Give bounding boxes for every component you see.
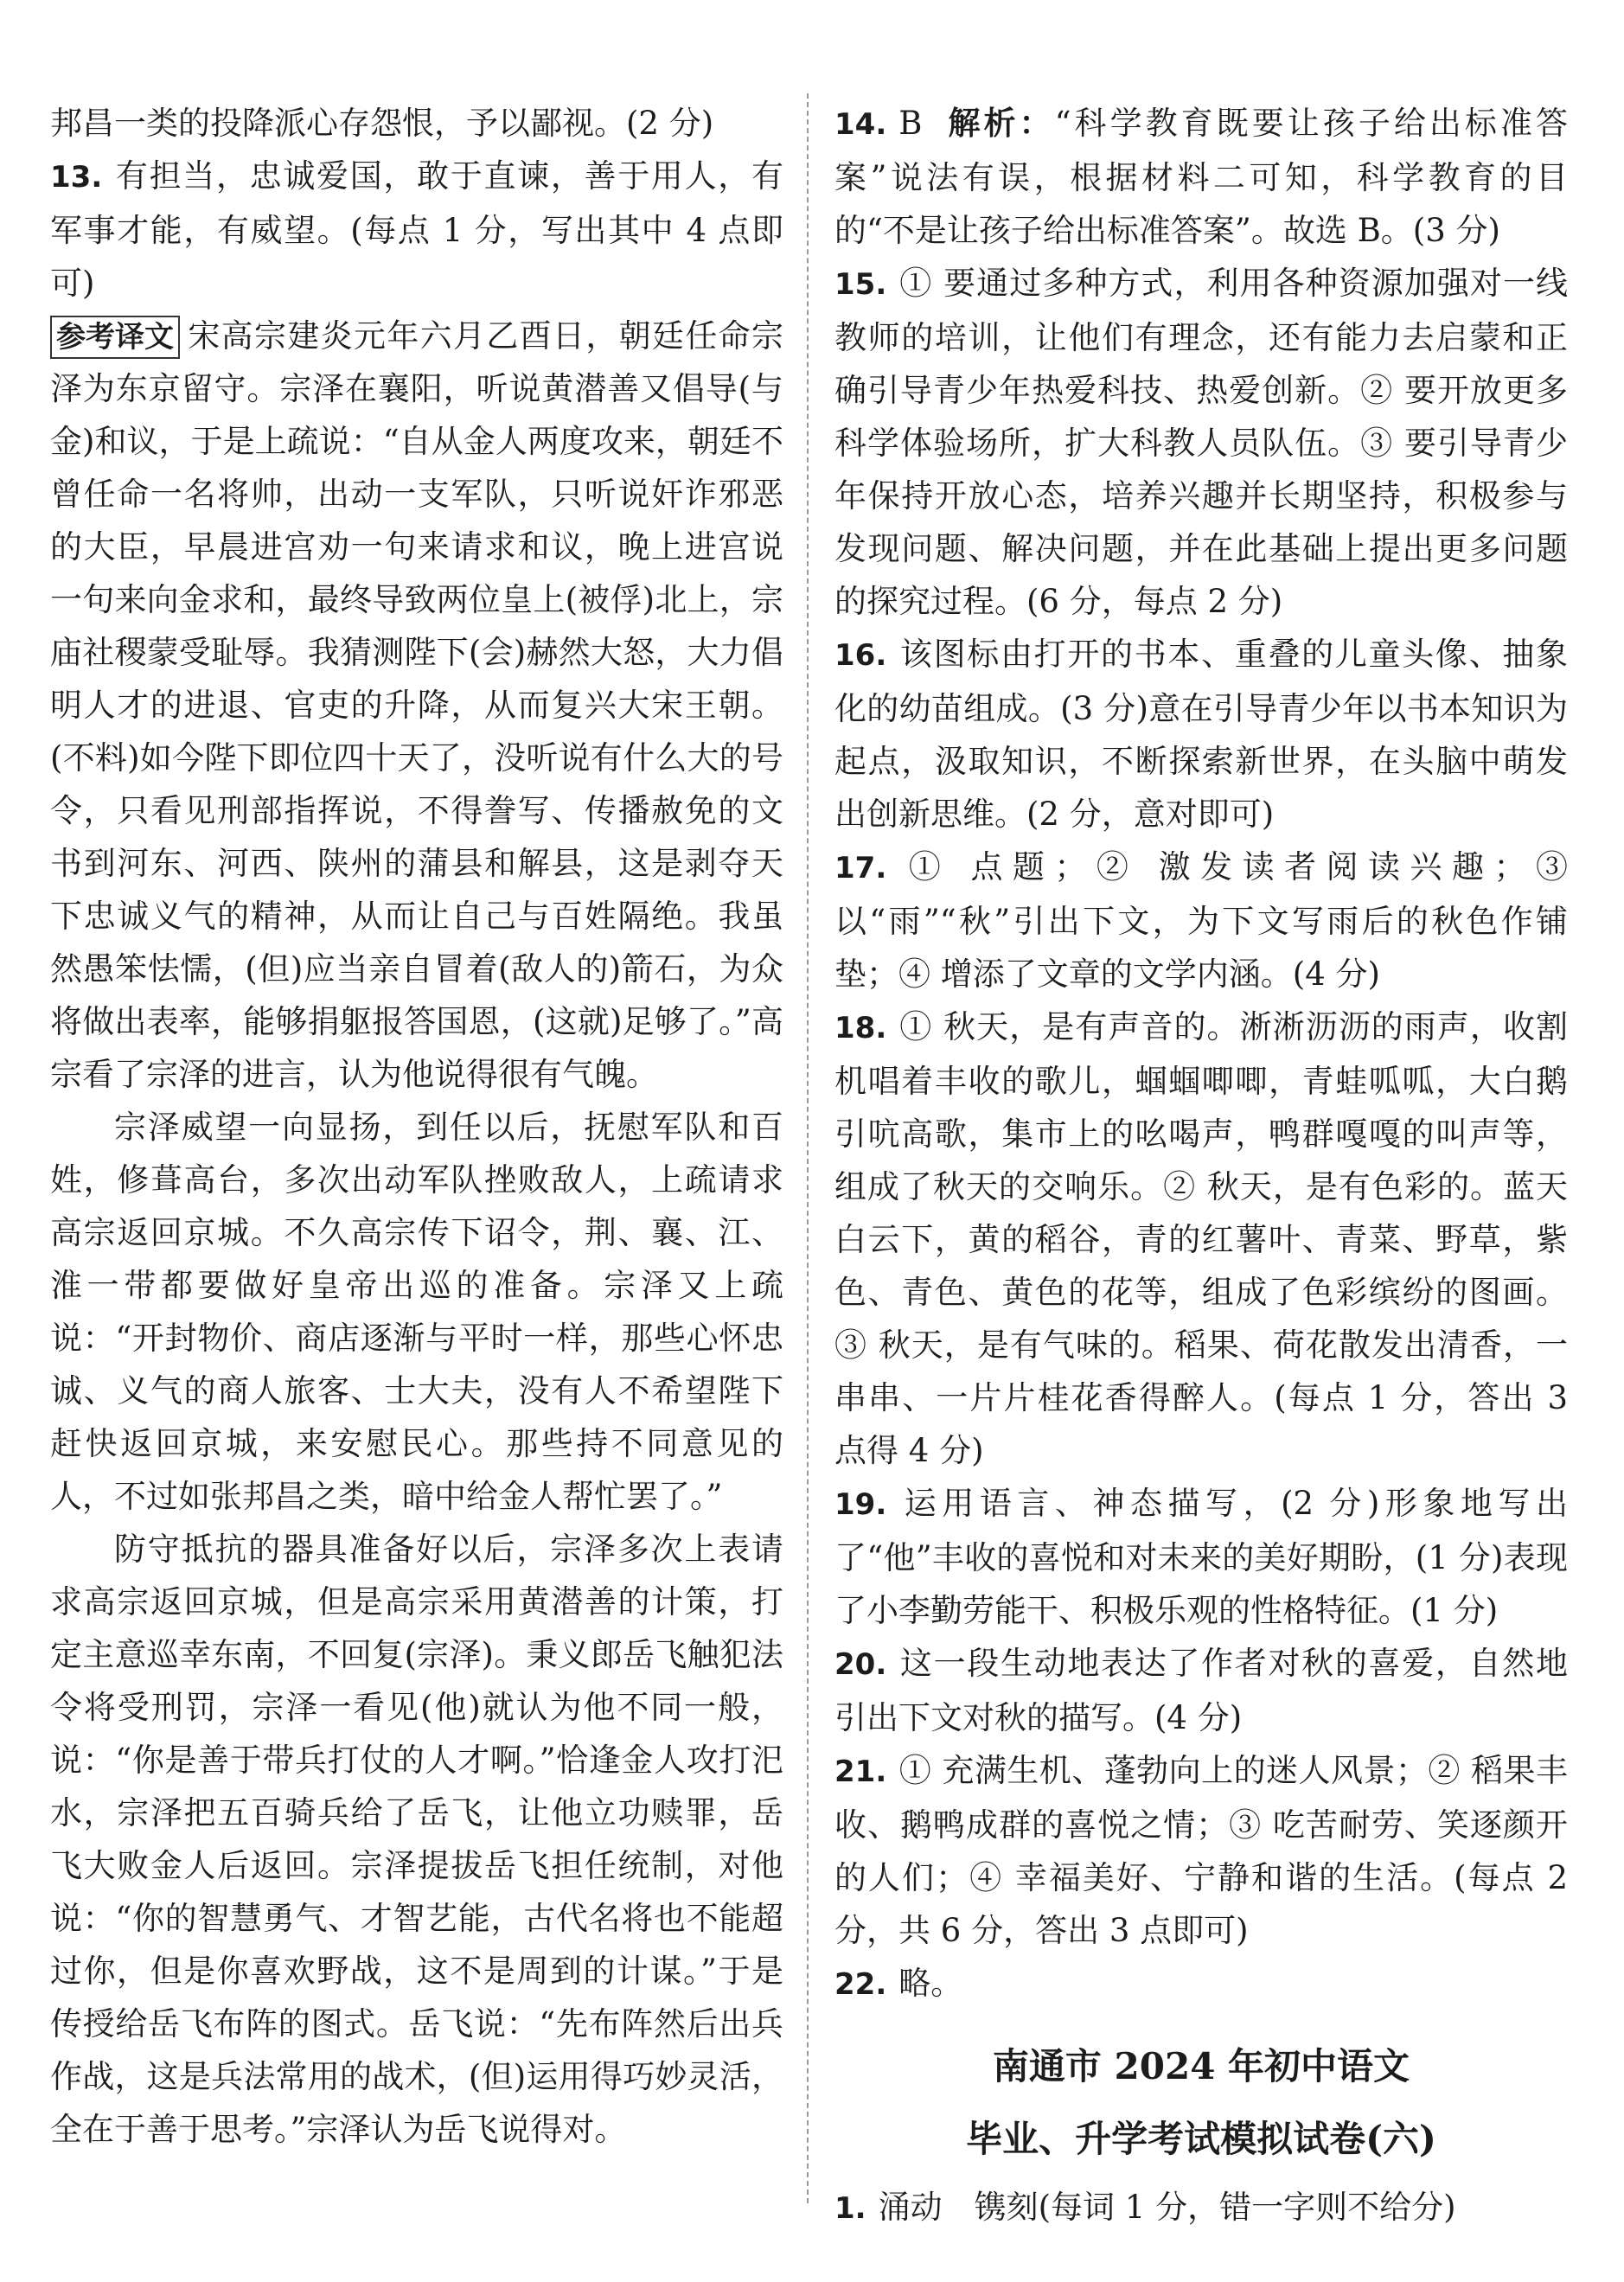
question-number: 20.: [834, 1647, 887, 1682]
answer-20: [834, 1637, 1568, 1744]
answer-text: ① 点题；② 激发读者阅读兴趣；③ 以“雨”“秋”引出下文，为下文写雨后的秋色作铺垫；④ 增添了文章的文学内涵。(4 分): [834, 848, 1568, 993]
column-divider: [807, 93, 809, 2203]
answer-text: 这一段生动地表达了作者对秋的喜爱，自然地引出下文对秋的描写。(4 分): [834, 1645, 1568, 1736]
question-number: 19.: [834, 1487, 887, 1522]
question-number: 17.: [834, 851, 887, 885]
answer-text: ① 要通过多种方式，利用各种资源加强对一线教师的培训，让他们有理念，还有能力去启蒙和正确引导青少年热爱科技、热爱创新。② 要开放更多科学体验场所，扩大科教人员队伍。③ 要引导青少年保持开放心态，培养兴趣并长期坚持，积极参与发现问题、解决问题，并在此基础上提出更多问题的探究过程。(6 分，每点 2 分): [834, 265, 1568, 620]
exam-title-line-2: 毕业、升学考试模拟试卷(六): [966, 2118, 1436, 2160]
answer-text: ① 充满生机、蓬勃向上的迷人风景；② 稻果丰收、鹅鸭成群的喜悦之情；③ 吃苦耐劳、笑逐颜开的人们；④ 幸福美好、宁静和谐的生活。(每点 2 分，共 6 分，答出 3 点即可): [834, 1752, 1568, 1949]
reference-translation-paragraph-3: 防守抵抗的器具准备好以后，宗泽多次上表请求高宗返回京城，但是高宗采用黄潜善的计策，打定主意巡幸东南，不回复(宗泽)。秉义郎岳飞触犯法令将受刑罚，宗泽一看见(他)就认为他不同一般，说：“你是善于带兵打仗的人才啊。”恰逢金人攻打汜水，宗泽把五百骑兵给了岳飞，让他立功赎罪，岳飞大败金人后返回。宗泽提拔岳飞担任统制，对他说：“你的智慧勇气、才智艺能，古代名将也不能超过你，但是你喜欢野战，这不是周到的计谋。”于是传授给岳飞布阵的图式。岳飞说：“先布阵然后出兵作战，这是兵法常用的战术，(但)运用得巧妙灵活，全在于善于思考。”宗泽认为岳飞说得对。: [50, 1531, 783, 2148]
answer-text: 略。: [898, 1965, 963, 2002]
reference-translation-paragraph-2: 宗泽威望一向显扬，到任以后，抚慰军队和百姓，修葺高台，多次出动军队挫败敌人，上疏请求高宗返回京城。不久高宗传下诏令，荆、襄、江、淮一带都要做好皇帝出巡的准备。宗泽又上疏说：“开封物价、商店逐渐与平时一样，那些心怀忠诚、义气的商人旅客、士大夫，没有人不希望陛下赶快返回京城，来安慰民心。那些持不同意见的人，不过如张邦昌之类，暗中给金人帮忙罢了。”: [50, 1109, 783, 1515]
answer-22: [834, 1957, 1568, 2011]
answer-text: 涌动 镌刻(每词 1 分，错一字则不给分): [878, 2189, 1456, 2226]
answer-letter: B: [898, 105, 923, 142]
left-column: [50, 97, 783, 2156]
question-number: 1.: [834, 2191, 866, 2226]
answer-21: [834, 1744, 1568, 1957]
question-number: 15.: [834, 267, 887, 302]
question-number: 16.: [834, 638, 887, 673]
continued-answer-line: 邦昌一类的投降派心存怨恨，予以鄙视。(2 分): [50, 105, 714, 142]
answer-text: ① 秋天，是有声音的。淅淅沥沥的雨声，收割机唱着丰收的歌儿，蝈蝈唧唧，青蛙呱呱，大白鹅引吭高歌，集市上的吆喝声，鸭群嘎嘎的叫声等，组成了秋天的交响乐。② 秋天，是有色彩的。蓝天白云下，黄的稻谷，青的红薯叶、青菜、野草，紫色、青色、黄色的花等，组成了色彩缤纷的图画。③ 秋天，是有气味的。稻果、荷花散发出清香，一串串、一片片桂花香得醉人。(每点 1 分，答出 3 点得 4 分): [834, 1008, 1568, 1469]
reference-translation-paragraph-1: [50, 310, 783, 1101]
paragraph-text: 宋高宗建炎元年六月乙酉日，朝廷任命宗泽为东京留守。宗泽在襄阳，听说黄潜善又倡导(与金)和议，于是上疏说：“自从金人两度攻来，朝廷不曾任命一名将帅，出动一支军队，只听说奸诈邪恶的大臣，早晨进宫劝一句来请求和议，晚上进宫说一句来向金求和，最终导致两位皇上(被俘)北上，宗庙社稷蒙受耻辱。我猜测陛下(会)赫然大怒，大力倡明人才的进退、官吏的升降，从而复兴大宋王朝。(不料)如今陛下即位四十天了，没听说有什么大的号令，只看见刑部指挥说，不得誊写、传播赦免的文书到河东、河西、陕州的蒲县和解县，这是剥夺天下忠诚义气的精神，从而让自己与百姓隔绝。我虽然愚笨怯懦，(但)应当亲自冒着(敌人的)箭石，为众将做出表率，能够捐躯报答国恩，(这就)足够了。”高宗看了宗泽的进言，认为他说得很有气魄。: [50, 317, 783, 1093]
question-number: 22.: [834, 1967, 887, 2002]
question-number: 13.: [50, 160, 103, 195]
answer-text: 该图标由打开的书本、重叠的儿童头像、抽象化的幼苗组成。(3 分)意在引导青少年以书本知识为起点，汲取知识，不断探索新世界，在头脑中萌发出创新思维。(2 分，意对即可): [834, 636, 1568, 833]
answer-1: [834, 2181, 1568, 2235]
answer-16: [834, 628, 1568, 841]
answer-text: 有担当，忠诚爱国，敢于直谏，善于用人，有军事才能，有威望。(每点 1 分，写出其中 4 点即可): [50, 157, 783, 302]
right-column: [834, 97, 1568, 2235]
answer-text: “科学教育既要让孩子给出标准答案”说法有误，根据材料二可知，科学教育的目的“不是让孩子给出标准答案”。故选 B。(3 分): [834, 105, 1569, 249]
question-number: 21.: [834, 1755, 887, 1789]
answer-text: 运用语言、神态描写，(2 分)形象地写出了“他”丰收的喜悦和对未来的美好期盼，(1 分)表现了小李勤劳能干、积极乐观的性格特征。(1 分): [834, 1485, 1568, 1629]
answer-14: [834, 97, 1568, 257]
exam-title-line-1: 南通市 2024 年初中语文: [992, 2045, 1410, 2087]
question-number: 14.: [834, 107, 887, 142]
answer-17: [834, 841, 1568, 1000]
reference-translation-tag: 参考译文: [50, 316, 180, 359]
analysis-label: 解析：: [944, 105, 1055, 142]
answer-18: [834, 1000, 1568, 1477]
answer-15: [834, 257, 1568, 628]
answer-13: [50, 150, 783, 310]
exam-title-block: [834, 2030, 1568, 2176]
answer-19: [834, 1477, 1568, 1637]
question-number: 18.: [834, 1011, 887, 1045]
